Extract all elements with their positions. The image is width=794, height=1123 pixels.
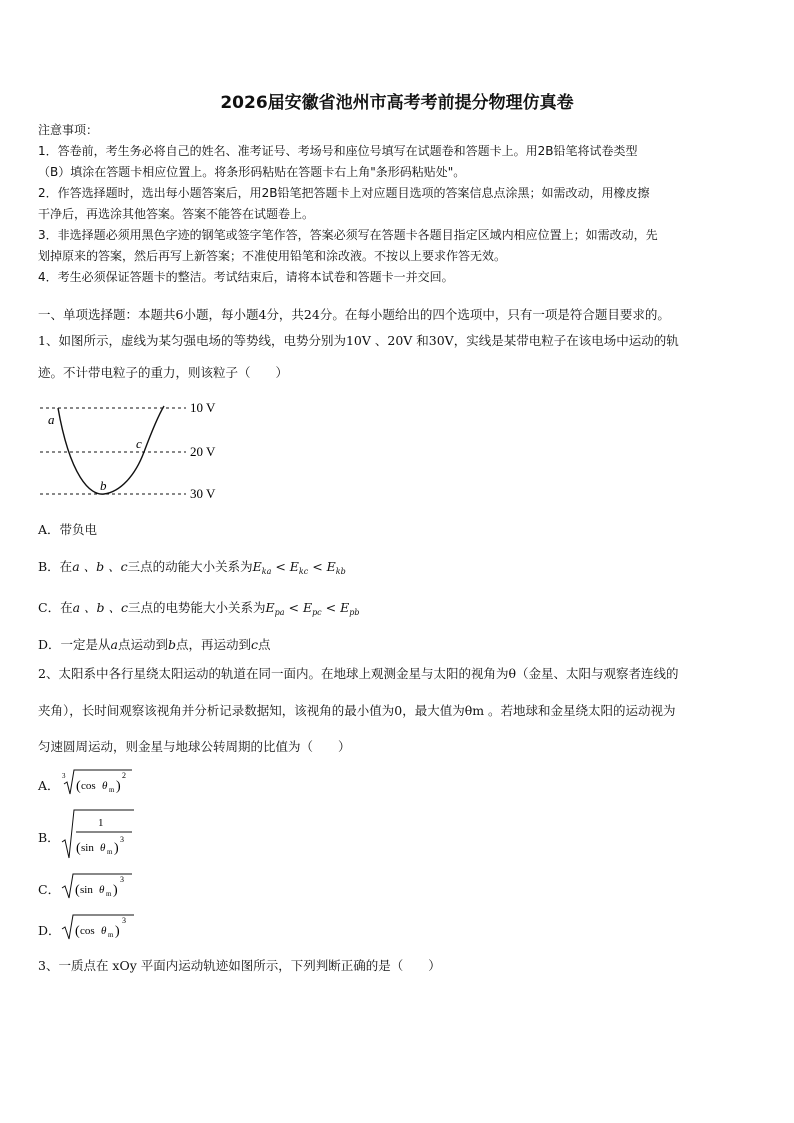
svg-text:(: ( [76,779,81,794]
svg-text:m: m [109,786,115,794]
svg-text:cos: cos [80,925,95,937]
q1-option-b: B．在a 、b 、c三点的动能大小关系为$E_{ka} < E_{kc} < E_{kb}$ [38,559,346,576]
svg-text:cos: cos [81,780,96,792]
svg-text:(: ( [75,883,80,898]
svg-text:): ) [116,779,121,794]
q2-option-b-formula [60,808,150,862]
particle-trajectory [58,406,164,494]
section-heading: 一、单项选择题：本题共6小题，每小题4分，共24分。在每小题给出的四个选项中，只有一项是符合题目要求的。 [38,307,670,322]
svg-text:(: ( [76,841,81,856]
svg-text:θ: θ [99,884,105,896]
notice-line-3: 2．作答选择题时，选出每小题答案后，用2B铅笔把答题卡上对应题目选项的答案信息点涂黑；如需改动，用橡皮擦 [38,186,650,200]
svg-text:θ: θ [100,842,106,854]
q1-option-a: A．带负电 [38,522,98,537]
svg-text:): ) [114,841,119,856]
svg-text:3: 3 [62,772,66,780]
q2-stem-line-2: 夹角），长时间观察该视角并分析记录数据知，该视角的最小值为0，最大值为θm 。若地球和金星绕太阳的运动视为 [38,703,676,718]
q2-option-a-formula [60,766,150,798]
q1-option-c: C．在a 、b 、c三点的电势能大小关系为$E_{pa} < E_{pc} < E_{pb}$ [38,600,360,617]
page-title: 2026届安徽省池州市高考考前提分物理仿真卷 [220,93,574,113]
label-30v: 30 V [190,486,216,501]
q2-option-c-formula [60,870,150,902]
q2-stem-line-1: 2、太阳系中各行星绕太阳运动的轨道在同一面内。在地球上观测金星与太阳的视角为θ（金星、太阳与观察者连线的 [38,666,679,681]
svg-text:2: 2 [122,771,126,780]
label-20v: 20 V [190,444,216,459]
svg-text:3: 3 [122,916,126,925]
notice-line-7: 4．考生必须保证答题卡的整洁。考试结束后，请将本试卷和答题卡一并交回。 [38,270,454,284]
point-b: b [100,478,107,493]
svg-text:θ: θ [101,925,107,937]
svg-text:3: 3 [120,835,124,844]
q1-figure [40,396,240,504]
notice-line-4: 干净后，再选涂其他答案。答案不能答在试题卷上。 [38,207,315,221]
svg-text:): ) [113,883,118,898]
svg-text:θ: θ [102,780,108,792]
q2-option-d: D． [38,923,61,938]
point-a: a [48,412,55,427]
notice-line-5: 3．非选择题必须用黑色字迹的钢笔或签字笔作答，答案必须写在答题卡各题目指定区域内相应位置上；如需改动，先 [38,228,658,242]
svg-text:sin: sin [80,884,93,896]
q3-stem-line-1: 3、一质点在 xOy 平面内运动轨迹如图所示，下列判断正确的是（ ） [38,958,441,973]
q2-stem-line-3: 匀速圆周运动，则金星与地球公转周期的比值为（ ） [38,739,351,754]
q2-option-c: C． [38,882,61,897]
svg-text:sin: sin [81,842,94,854]
notice-line-2: （B）填涂在答题卡相应位置上。将条形码粘贴在答题卡右上角"条形码粘贴处"。 [38,165,466,179]
label-10v: 10 V [190,400,216,415]
q1-stem-line-2: 迹。不计带电粒子的重力，则该粒子（ ） [38,365,289,380]
svg-text:m: m [106,890,112,898]
svg-text:3: 3 [120,875,124,884]
point-c: c [136,436,142,451]
q1-stem-line-1: 1、如图所示，虚线为某匀强电场的等势线，电势分别为10V 、20V 和30V，实线是某带电粒子在该电场中运动的轨 [38,333,679,348]
q2-option-b: B． [38,830,60,845]
notice-heading: 注意事项： [38,123,99,137]
notice-line-6: 划掉原来的答案，然后再写上新答案；不准使用铅笔和涂改液。不按以上要求作答无效。 [38,249,507,263]
svg-text:m: m [107,848,113,856]
notice-line-1: 1．答卷前，考生务必将自己的姓名、准考证号、考场号和座位号填写在试题卷和答题卡上。用2B铅笔将试卷类型 [38,144,638,158]
svg-text:m: m [108,931,114,939]
svg-text:1: 1 [98,817,104,829]
svg-text:(: ( [75,924,80,939]
svg-text:): ) [115,924,120,939]
q1-option-d: D．一定是从a点运动到b点，再运动到c点 [38,637,271,652]
q2-option-d-formula [60,911,150,943]
q2-option-a: A． [38,778,60,793]
